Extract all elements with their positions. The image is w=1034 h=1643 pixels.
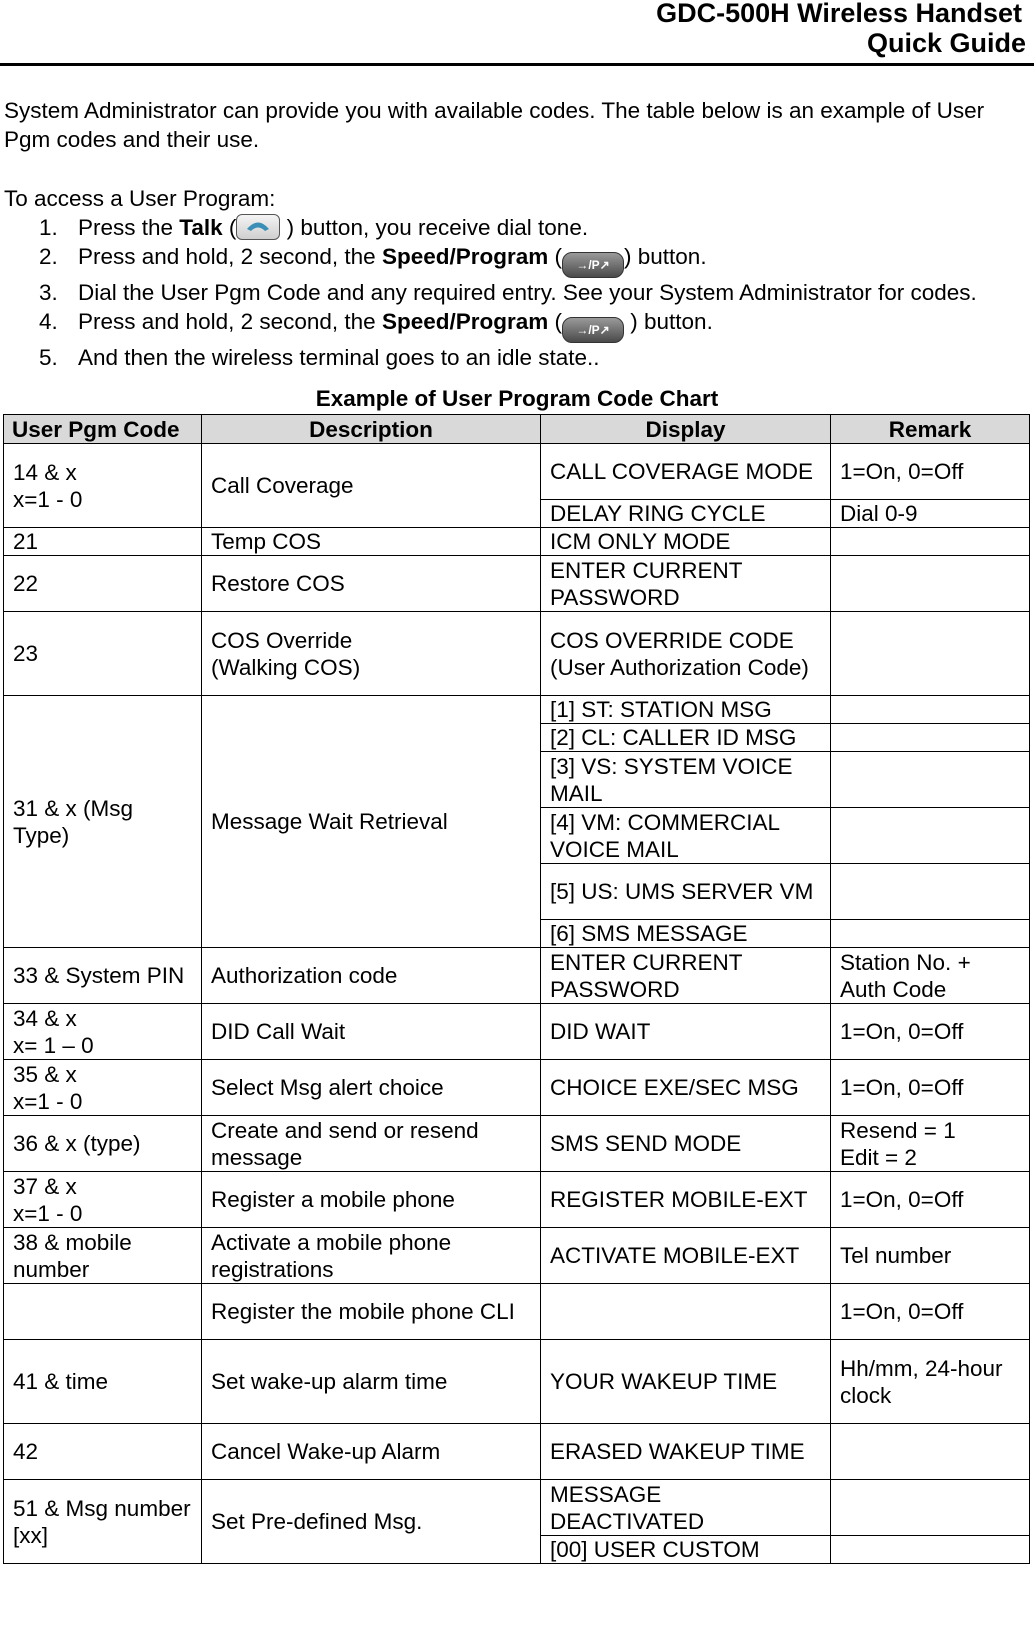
remark-cell: 1=On, 0=Off xyxy=(831,444,1030,500)
table-row xyxy=(4,1116,1030,1172)
code-cell: 38 & mobile number xyxy=(4,1228,202,1284)
description-cell: Register a mobile phone xyxy=(202,1172,541,1228)
display-cell: ACTIVATE MOBILE-EXT xyxy=(541,1228,831,1284)
code-cell: 21 xyxy=(4,528,202,556)
display-cell xyxy=(541,1284,831,1340)
step-item xyxy=(0,278,1030,307)
speed-program-icon: →/P↗ xyxy=(562,252,624,278)
remark-cell: 1=On, 0=Off xyxy=(831,1172,1030,1228)
remark-cell xyxy=(831,752,1030,808)
code-cell: 51 & Msg number [xx] xyxy=(4,1480,202,1564)
step-text: ( xyxy=(548,244,563,269)
table-row xyxy=(4,1060,1030,1116)
code-cell: 35 & x x=1 - 0 xyxy=(4,1060,202,1116)
remark-cell: 1=On, 0=Off xyxy=(831,1060,1030,1116)
table-row xyxy=(4,1480,1030,1536)
description-cell: Message Wait Retrieval xyxy=(202,696,541,948)
table-row xyxy=(4,1424,1030,1480)
access-heading: To access a User Program: xyxy=(4,186,276,211)
description-cell: Call Coverage xyxy=(202,444,541,528)
display-cell: DELAY RING CYCLE xyxy=(541,500,831,528)
description-cell: Restore COS xyxy=(202,556,541,612)
step-number: 3. xyxy=(39,280,58,305)
remark-cell xyxy=(831,1480,1030,1536)
step-text: ) button. xyxy=(624,309,713,334)
remark-cell xyxy=(831,1536,1030,1564)
description-cell: Cancel Wake-up Alarm xyxy=(202,1424,541,1480)
document-title: GDC-500H Wireless Handset xyxy=(656,0,1022,28)
code-cell: 14 & x x=1 - 0 xyxy=(4,444,202,528)
step-number: 1. xyxy=(39,215,58,240)
code-cell: 22 xyxy=(4,556,202,612)
code-cell: 36 & x (type) xyxy=(4,1116,202,1172)
header-cell: User Pgm Code xyxy=(4,415,202,444)
step-text: ) button. xyxy=(624,244,707,269)
remark-cell xyxy=(831,556,1030,612)
step-text: Press and hold, 2 second, the xyxy=(78,244,382,269)
remark-cell xyxy=(831,528,1030,556)
display-cell: ENTER CURRENT PASSWORD xyxy=(541,556,831,612)
step-bold: Speed/Program xyxy=(381,244,549,269)
remark-cell: 1=On, 0=Off xyxy=(831,1284,1030,1340)
table-row xyxy=(4,948,1030,1004)
code-cell: 23 xyxy=(4,612,202,696)
step-bold: Speed/Program xyxy=(381,309,549,334)
code-cell: 37 & x x=1 - 0 xyxy=(4,1172,202,1228)
display-cell: [5] US: UMS SERVER VM xyxy=(541,864,831,920)
remark-cell xyxy=(831,612,1030,696)
steps-list xyxy=(0,213,1030,372)
display-cell: [1] ST: STATION MSG xyxy=(541,696,831,724)
remark-cell xyxy=(831,920,1030,948)
step-item xyxy=(0,242,1030,278)
document-subtitle: Quick Guide xyxy=(866,28,1026,58)
display-cell: SMS SEND MODE xyxy=(541,1116,831,1172)
description-cell: Set wake-up alarm time xyxy=(202,1340,541,1424)
table-row xyxy=(4,528,1030,556)
code-cell: 42 xyxy=(4,1424,202,1480)
display-cell: DID WAIT xyxy=(541,1004,831,1060)
step-item xyxy=(0,213,1030,242)
header-cell: Display xyxy=(541,415,831,444)
remark-cell: Resend = 1 Edit = 2 xyxy=(831,1116,1030,1172)
step-text: Press the xyxy=(78,215,180,240)
code-cell: 33 & System PIN xyxy=(4,948,202,1004)
display-cell: CALL COVERAGE MODE xyxy=(541,444,831,500)
step-text: ( xyxy=(548,309,563,334)
table-row xyxy=(4,1228,1030,1284)
step-item xyxy=(0,307,1030,343)
remark-cell xyxy=(831,864,1030,920)
step-text: ( xyxy=(222,215,237,240)
remark-cell xyxy=(831,808,1030,864)
remark-cell: Station No. + Auth Code xyxy=(831,948,1030,1004)
step-text: Press and hold, 2 second, the xyxy=(78,309,382,334)
step-number: 5. xyxy=(39,345,58,370)
table-row xyxy=(4,1004,1030,1060)
table-row xyxy=(4,444,1030,500)
user-program-code-table xyxy=(3,414,1030,1564)
display-cell: REGISTER MOBILE-EXT xyxy=(541,1172,831,1228)
step-text: Dial the User Pgm Code and any required entry. See your System Administrator for codes. xyxy=(78,280,977,305)
display-cell: [3] VS: SYSTEM VOICE MAIL xyxy=(541,752,831,808)
display-cell: ERASED WAKEUP TIME xyxy=(541,1424,831,1480)
table-row xyxy=(4,556,1030,612)
display-cell: [4] VM: COMMERCIAL VOICE MAIL xyxy=(541,808,831,864)
table-header-row xyxy=(4,415,1030,444)
description-cell: Select Msg alert choice xyxy=(202,1060,541,1116)
display-cell: [2] CL: CALLER ID MSG xyxy=(541,724,831,752)
step-text: And then the wireless terminal goes to an idle state.. xyxy=(78,345,600,370)
remark-cell: 1=On, 0=Off xyxy=(831,1004,1030,1060)
description-cell: Register the mobile phone CLI xyxy=(202,1284,541,1340)
header-cell: Description xyxy=(202,415,541,444)
table-caption: Example of User Program Code Chart xyxy=(315,386,719,411)
display-cell: [00] USER CUSTOM xyxy=(541,1536,831,1564)
description-cell: Activate a mobile phone registrations xyxy=(202,1228,541,1284)
code-cell xyxy=(4,1284,202,1340)
display-cell: ENTER CURRENT PASSWORD xyxy=(541,948,831,1004)
header-cell: Remark xyxy=(831,415,1030,444)
display-cell: COS OVERRIDE CODE (User Authorization Code) xyxy=(541,612,831,696)
remark-cell: Tel number xyxy=(831,1228,1030,1284)
description-cell: Temp COS xyxy=(202,528,541,556)
display-cell: ICM ONLY MODE xyxy=(541,528,831,556)
speed-program-icon: →/P↗ xyxy=(562,317,624,343)
document-header xyxy=(0,0,1034,66)
step-item xyxy=(0,343,1030,372)
remark-cell xyxy=(831,696,1030,724)
display-cell: MESSAGE DEACTIVATED xyxy=(541,1480,831,1536)
remark-cell xyxy=(831,724,1030,752)
code-cell: 31 & x (Msg Type) xyxy=(4,696,202,948)
description-cell: Create and send or resend message xyxy=(202,1116,541,1172)
step-bold: Talk xyxy=(179,215,223,240)
display-cell: [6] SMS MESSAGE xyxy=(541,920,831,948)
table-row xyxy=(4,1340,1030,1424)
intro-paragraph: System Administrator can provide you with available codes. The table below is an example of User Pgm codes and their use. xyxy=(4,98,985,152)
step-number: 4. xyxy=(39,309,58,334)
table-row xyxy=(4,612,1030,696)
table-row xyxy=(4,1172,1030,1228)
description-cell: COS Override (Walking COS) xyxy=(202,612,541,696)
step-number: 2. xyxy=(39,244,58,269)
description-cell: Set Pre-defined Msg. xyxy=(202,1480,541,1564)
description-cell: Authorization code xyxy=(202,948,541,1004)
talk-icon xyxy=(236,214,280,240)
display-cell: CHOICE EXE/SEC MSG xyxy=(541,1060,831,1116)
remark-cell: Dial 0-9 xyxy=(831,500,1030,528)
display-cell: YOUR WAKEUP TIME xyxy=(541,1340,831,1424)
code-cell: 41 & time xyxy=(4,1340,202,1424)
step-text: ) button, you receive dial tone. xyxy=(280,215,589,240)
description-cell: DID Call Wait xyxy=(202,1004,541,1060)
table-row xyxy=(4,696,1030,724)
table-row xyxy=(4,1284,1030,1340)
remark-cell xyxy=(831,1424,1030,1480)
code-cell: 34 & x x= 1 – 0 xyxy=(4,1004,202,1060)
remark-cell: Hh/mm, 24-hour clock xyxy=(831,1340,1030,1424)
